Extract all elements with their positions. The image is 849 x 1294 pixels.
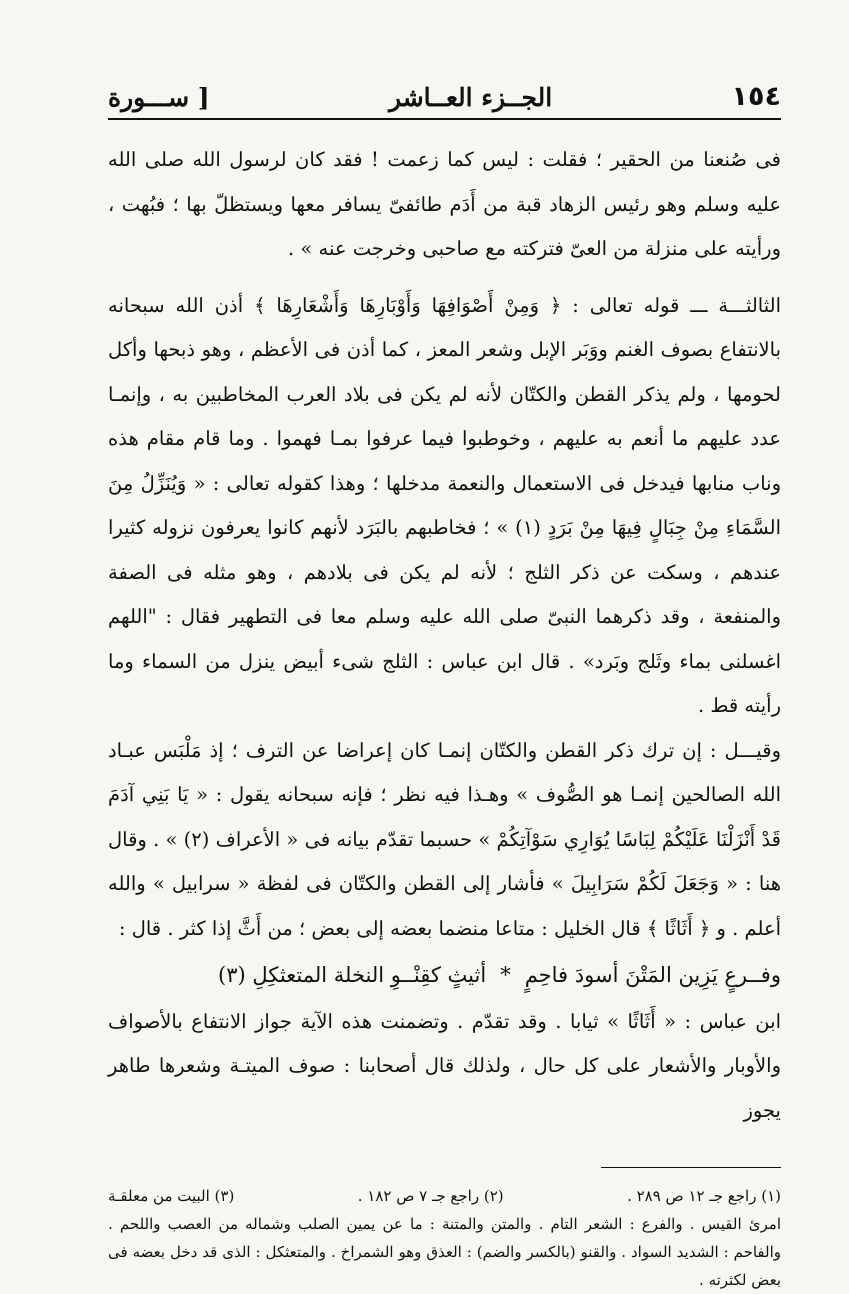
- footnote-ref-2: (٢) راجع جـ ٧ ص ١٨٢ .: [357, 1187, 504, 1205]
- poetry-verse: [108, 953, 781, 998]
- paragraph: وقيـــل : إن ترك ذكر القطن والكتّان إنمـا كان إعراضا عن الترف ؛ إذ مَلْبَس عبـاد الله الصالحين إنمـا هو الصُّوف » وهـذا فيه نظر ؛ فإنه سبحانه يقول : « يَا بَنِي آدَمَ قَدْ أَنْزَلْنَا عَلَيْكُمْ لِبَاسًا يُوَارِي سَوْآتِكُمْ » حسبما تقدّم بيانه فى « الأعراف (٢) » . وقال هنا : « وَجَعَلَ لَكُمْ سَرَابِيلَ » فأشار إلى القطن والكتّان فى لفظة « سرابيل » والله أعلم . و ﴿ أَثَاثًا ﴾ قال الخليل : متاعا منضما بعضه إلى بعض ؛ من أَثَّ إذا كثر . قال :: [108, 738, 781, 940]
- footnote-ref-3: (٣) البيت من معلقـة: [108, 1187, 235, 1205]
- main-text: [108, 138, 781, 1133]
- paragraph: فى صُنعنا من الحقير ؛ فقلت : ليس كما زعمت ! فقد كان لرسول الله صلى الله عليه وسلم وهو رئيس الزهاد قبة من أَدَم طائفىّ يسافر معها ويستظلّ بها ؛ فبُهت ، ورأيته على منزلة من العىّ فتركته مع صاحبى وخرجت عنه » .: [108, 148, 781, 260]
- header-rule: [108, 118, 781, 120]
- verse-separator: *: [500, 963, 511, 987]
- surah-label: [ ســـورة: [108, 83, 210, 112]
- paragraph: الثالثـــة ـــ قوله تعالى : ﴿ وَمِنْ أَصْوَافِهَا وَأَوْبَارِهَا وَأَشْعَارِهَا ﴾ أذن الله سبحانه بالانتفاع بصوف الغنم ووَبَر الإبل وشعر المعز ، كما أذن فى الأعظم ، وهو ذبحها وأكل لحومها ، ولم يذكر القطن والكتّان لأنه لم يكن فى بلاد العرب المخاطبين به ، وإنمـا عدد عليهم ما أنعم به عليهم ، وخوطبوا فيما عرفوا بمـا فهموا . وما قام مقام هذه وناب منابها فيدخل فى الاستعمال والنعمة مدخلها ؛ وهذا كقوله تعالى : « وَيُنَزِّلُ مِنَ السَّمَاءِ مِنْ جِبَالٍ فِيهَا مِنْ بَرَدٍ (١) » ؛ فخاطبهم بالبَرَد لأنهم كانوا يعرفون نزوله كثيرا عندهم ، وسكت عن ذكر الثلج ؛ لأنه لم يكن فى بلادهم ، وهو مثله فى الصفة والمنفعة ، وقد ذكرهما النبىّ صلى الله عليه وسلم معا فى التطهير فقال : "اللهم اغسلنى بماء وثَلج وبَرد» . قال ابن عباس : الثلج شىء أبيض ينزل من السماء وما رأيته قط .: [108, 293, 781, 717]
- footnote-ref-1: (١) راجع جـ ١٢ ص ٢٨٩ .: [627, 1187, 781, 1205]
- page-number: ١٥٤: [731, 81, 781, 112]
- footnote-note: امرئ القيس . والفرع : الشعر التام . والمتن والمتنة : ما عن يمين الصلب وشماله من العصب واللحم . والفاحم : الشديد السواد . والقنو (بالكسر والضم) : العذق وهو الشمراخ . والمتعثكل : الذى قد دخل بعضه فى بعض لكثرته .: [108, 1215, 781, 1289]
- page-header: [108, 70, 781, 112]
- footnote-rule: [601, 1167, 781, 1168]
- paragraph: ابن عباس : « أَثَاثًا » ثيابا . وقد تقدّم . وتضمنت هذه الآية جواز الانتفاع بالأصواف والأوبار والأشعار على كل حال ، ولذلك قال أصحابنا : صوف الميتـة وشعرها طاهر يجوز: [108, 1009, 781, 1122]
- verse-first-hemistich: وفــرعٍ يَزِين المَتْنَ أسودَ فاحِمٍ: [524, 963, 781, 987]
- verse-second-hemistich: أثيثٍ كقِنْــوِ النخلة المتعثكِلِ (٣): [218, 963, 487, 987]
- part-title: الجــزء العــاشر: [388, 83, 553, 112]
- footnotes: [108, 1182, 781, 1294]
